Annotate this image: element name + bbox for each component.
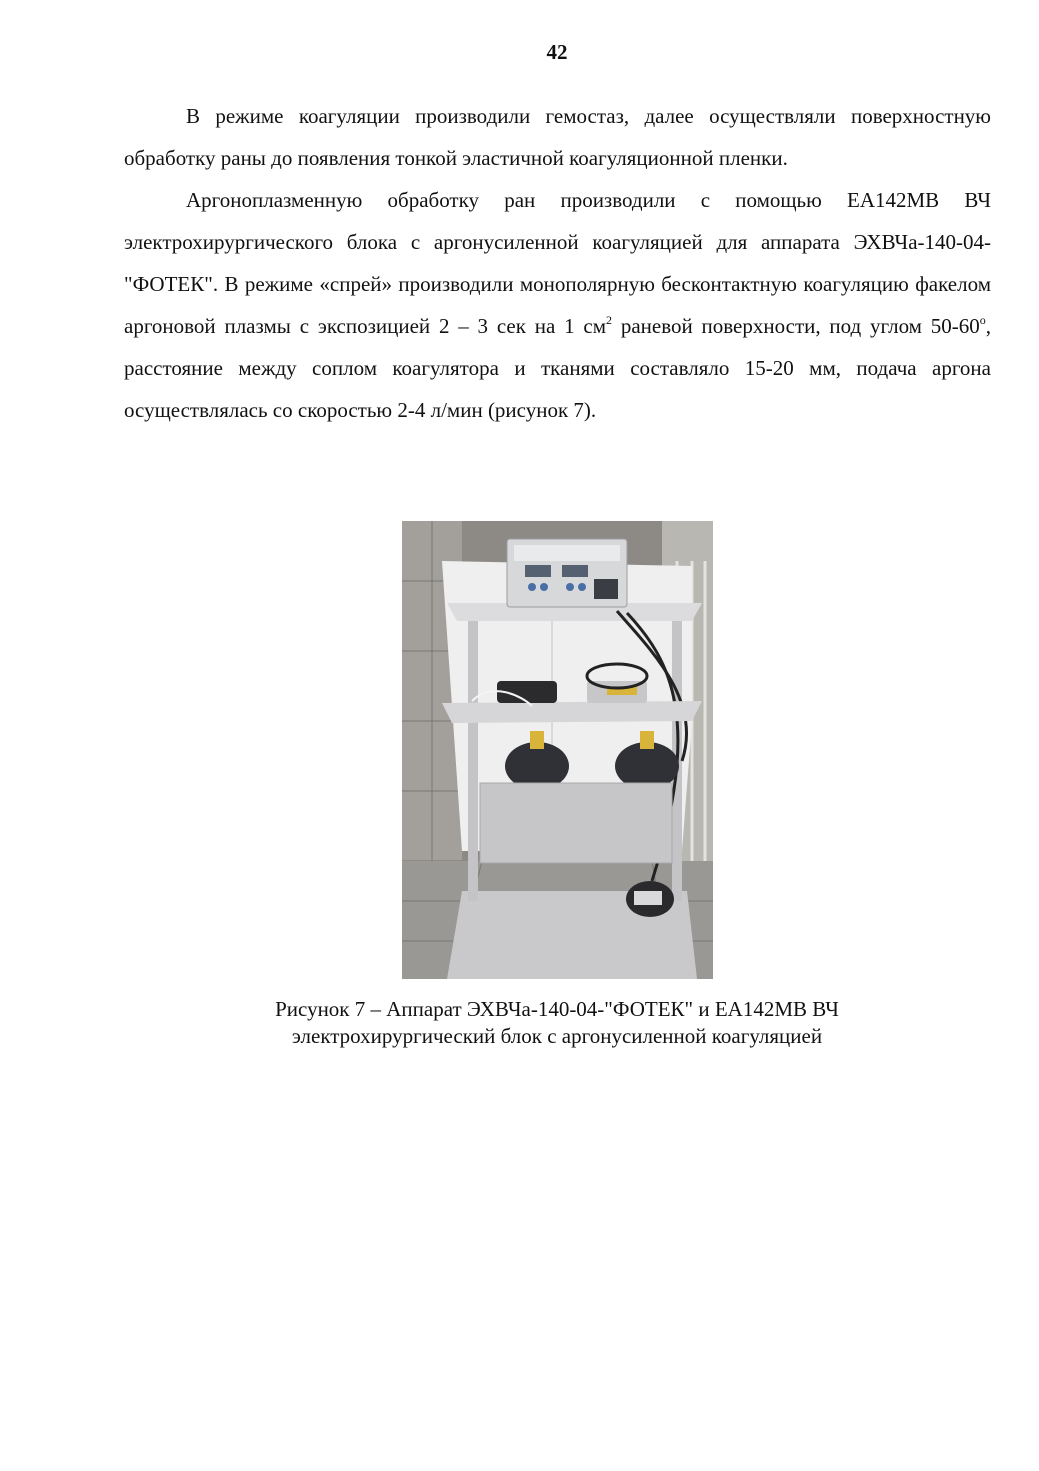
body-text (124, 95, 991, 431)
paragraph-1: В режиме коагуляции производили гемостаз, далее осуществляли поверхностную обработку раны до появления тонкой эластичной коагуляционной пленки. (124, 104, 991, 170)
figure-photo-electrosurgical-apparatus (402, 521, 713, 979)
paragraph-2 (124, 179, 991, 431)
paragraph-2-part-3: , расстояние между соплом коагулятора и тканями составляло 15-20 мм, подача аргона осуществлялась со скоростью 2-4 л/мин (рисунок 7). (124, 314, 992, 422)
superscript-degree: о (979, 313, 986, 327)
paragraph-2-part-1: Аргоноплазменную обработку ран производили с помощью ЕА142МВ ВЧ электрохирургического блока с аргонусиленной коагуляцией для аппарата ЭХВЧа-140-04-"ФОТЕК". В режиме «спрей» производили монополярную бесконтактную коагуляцию факелом аргоновой плазмы с экспозицией 2 – 3 сек на 1 см (124, 188, 991, 338)
page-number: 42 (546, 40, 568, 64)
figure-caption (200, 996, 914, 1050)
caption-line-1: Рисунок 7 – Аппарат ЭХВЧа-140-04-"ФОТЕК" и ЕА142МВ ВЧ (275, 997, 839, 1021)
superscript-square: 2 (606, 313, 613, 327)
paragraph-2-part-2: раневой поверхности, под углом 50-60 (612, 314, 980, 338)
caption-line-2: электрохирургический блок с аргонусиленной коагуляцией (291, 1024, 823, 1048)
